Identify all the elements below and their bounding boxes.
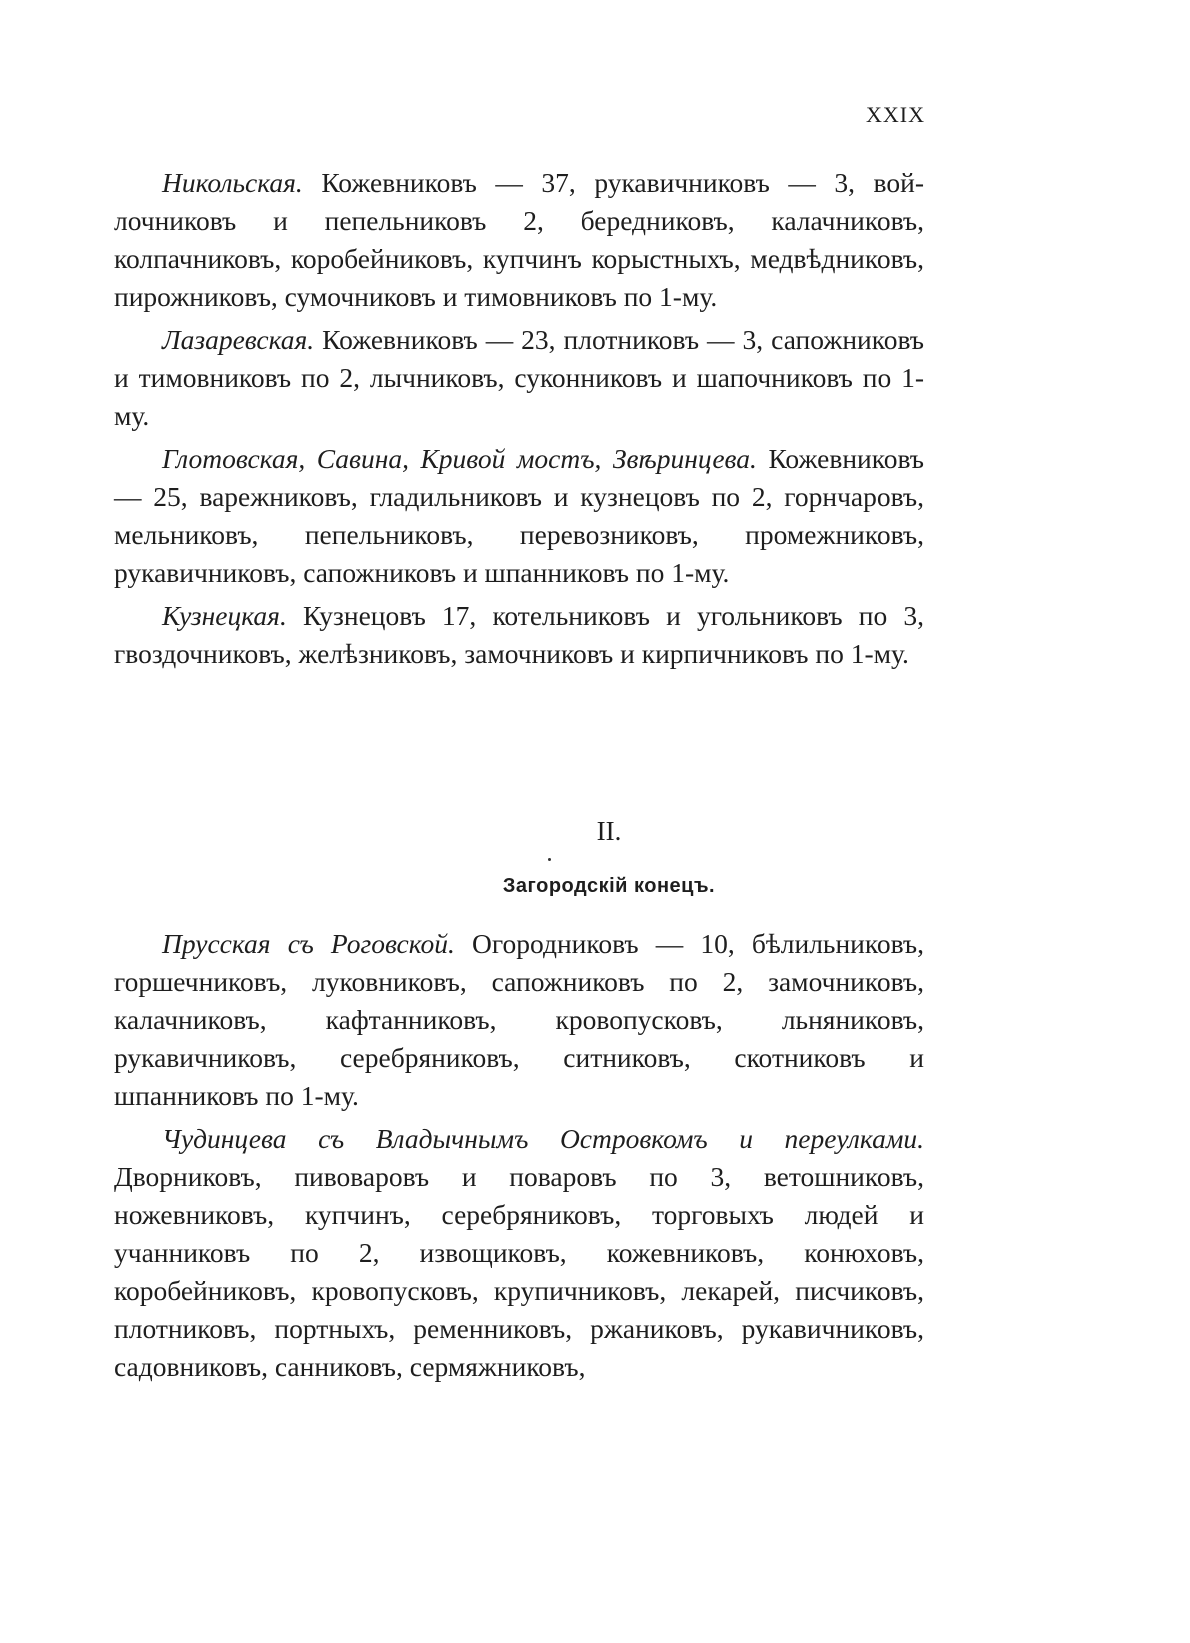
paragraph-glotovskaya [114,440,924,592]
paragraph-text: Огородниковъ — 10, бѣлильниковъ, горшечниковъ, луковниковъ, сапожниковъ по 2, замочниковъ, калачниковъ, кафтанниковъ, кровопусковъ, льняниковъ, рукавичниковъ, серебряниковъ, ситниковъ, скотниковъ и шпанниковъ по 1-му. [114,928,925,1111]
section-zagorodsky-end [114,925,924,1391]
paragraph-prusskaya [114,925,924,1115]
street-name: Кузнецкая. [162,600,287,631]
paragraph-chudintseva [114,1120,924,1386]
paragraph-text: Кузнецовъ 17, котельниковъ и угольниковъ по 3, гвоздочниковъ, желѣзниковъ, замочниковъ и кирпичниковъ по 1-му. [114,600,924,669]
street-name: Глотовская, Савина, Кривой мостъ, Звѣринцева. [162,443,757,474]
paragraph-text: Кожевниковъ — 25, варежниковъ, гладильниковъ и кузнецовъ по 2, горнчаровъ, мельниковъ, пепельниковъ, перевозниковъ, промежниковъ, рукавичниковъ, сапожниковъ и шпанниковъ по 1-му. [114,443,924,588]
street-name: Чудинцева съ Владычнымъ Островкомъ и переулками. [162,1123,924,1154]
street-name: Прусская съ Роговской. [162,928,455,959]
street-name: Лазаревская. [162,324,315,355]
paragraph-text: Кожевниковъ — 23, плотниковъ — 3, сапожниковъ и тимовниковъ по 2, лычниковъ, суконниковъ и шапочниковъ по 1-му. [114,324,924,431]
paragraph-text: Кожевниковъ — 37, рукавичниковъ — 3, войлочниковъ и пепельниковъ 2, бередниковъ, калачниковъ, колпачниковъ, коробейниковъ, купчинъ корыстныхъ, медвѣдниковъ, пирожниковъ, сумочниковъ и тимовниковъ по 1-му. [114,167,924,312]
separator-dot [548,858,551,861]
section-numeral: II. [596,816,622,846]
paragraph-lazarevskaya [114,321,924,435]
paragraph-text: Дворниковъ, пивоваровъ и поваровъ по 3, ветошниковъ, ножевниковъ, купчинъ, серебряниковъ, торговыхъ людей и учанниковъ по 2, извощиковъ, кожевниковъ, конюховъ, коробейниковъ, кровопусковъ, крупичниковъ, лекарей, писчиковъ, плотниковъ, портныхъ, ременниковъ, ржаниковъ, рукавичниковъ, садовниковъ, санниковъ, сермяжниковъ, [114,1161,924,1382]
paragraph-nikolskaya [114,164,924,316]
section-heading: Загородскій конецъ. [502,875,716,897]
street-name: Никольская. [162,167,303,198]
section-nikolsky-end [114,164,924,678]
page-number: XXIX [866,102,925,127]
paragraph-kuznetskaya [114,597,924,673]
